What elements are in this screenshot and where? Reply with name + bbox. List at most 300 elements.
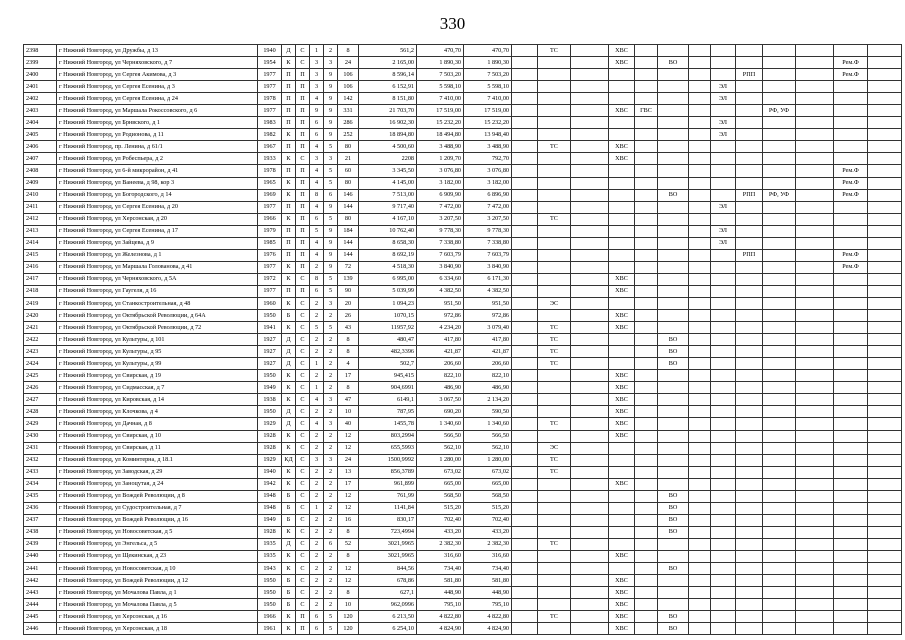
table-cell	[796, 623, 834, 635]
table-cell: 2	[324, 575, 338, 587]
table-cell: 8 658,30	[359, 237, 417, 249]
table-cell: 2429	[24, 418, 57, 430]
table-cell	[796, 93, 834, 105]
table-cell	[796, 57, 834, 69]
table-cell: 2406	[24, 141, 57, 153]
table-cell: 20	[338, 297, 359, 309]
table-cell: 12	[338, 442, 359, 454]
table-cell: ХВС	[609, 153, 635, 165]
table-cell: 3 840,90	[417, 261, 464, 273]
table-cell: 3	[310, 81, 324, 93]
table-cell: 146	[338, 189, 359, 201]
table-cell	[635, 273, 658, 285]
table-cell: 568,50	[464, 490, 512, 502]
table-cell: 2	[324, 430, 338, 442]
table-cell	[658, 165, 689, 177]
table-cell: 470,70	[464, 45, 512, 57]
table-cell: 8	[338, 45, 359, 57]
table-row	[24, 141, 902, 153]
table-cell	[868, 237, 902, 249]
table-cell	[635, 129, 658, 141]
table-cell: 8	[338, 587, 359, 599]
table-cell	[763, 358, 796, 370]
table-cell	[512, 502, 538, 514]
table-cell: 2	[310, 466, 324, 478]
table-cell: К	[282, 563, 296, 575]
table-cell: 962,0996	[359, 599, 417, 611]
table-row	[24, 442, 902, 454]
table-cell	[571, 249, 609, 261]
table-cell	[571, 261, 609, 273]
table-cell: 2208	[359, 153, 417, 165]
table-cell	[689, 623, 711, 635]
table-cell	[658, 105, 689, 117]
table-cell: ХВС	[609, 310, 635, 322]
table-cell	[635, 165, 658, 177]
table-cell: 1985	[258, 237, 282, 249]
table-cell	[763, 297, 796, 309]
table-cell	[711, 45, 736, 57]
table-cell	[834, 538, 868, 550]
table-cell: 433,20	[464, 526, 512, 538]
table-cell: г Нижний Новгород, ул Гаугеля, д 16	[57, 285, 258, 297]
table-cell	[571, 57, 609, 69]
table-cell	[689, 105, 711, 117]
table-cell	[512, 213, 538, 225]
table-cell: 1950	[258, 370, 282, 382]
table-cell	[571, 105, 609, 117]
table-cell: 665,00	[417, 478, 464, 490]
table-cell: 9	[324, 129, 338, 141]
table-cell: г Нижний Новгород, ул Кировская, д 14	[57, 394, 258, 406]
table-cell: ЭС	[538, 297, 571, 309]
table-cell	[658, 81, 689, 93]
table-cell	[796, 105, 834, 117]
table-cell	[689, 45, 711, 57]
table-cell	[834, 611, 868, 623]
table-cell	[763, 141, 796, 153]
table-cell: 6	[310, 117, 324, 129]
table-cell	[868, 587, 902, 599]
table-cell: 1948	[258, 490, 282, 502]
table-cell	[609, 81, 635, 93]
table-cell: г Нижний Новгород, ул Щекинская, д 23	[57, 550, 258, 562]
table-cell	[711, 141, 736, 153]
table-cell	[736, 599, 763, 611]
table-cell: ТС	[538, 418, 571, 430]
table-cell	[763, 382, 796, 394]
table-cell	[736, 478, 763, 490]
table-cell	[635, 550, 658, 562]
table-cell: 2	[310, 599, 324, 611]
table-cell	[763, 466, 796, 478]
table-cell: ХВС	[609, 587, 635, 599]
table-cell	[796, 346, 834, 358]
table-cell	[658, 550, 689, 562]
table-cell: 3 488,90	[464, 141, 512, 153]
table-cell	[711, 563, 736, 575]
table-cell: 795,10	[417, 599, 464, 611]
table-cell: 9 778,30	[417, 225, 464, 237]
table-cell	[571, 623, 609, 635]
table-cell: К	[282, 297, 296, 309]
table-cell: ХВС	[609, 478, 635, 490]
table-cell: 1 890,30	[417, 57, 464, 69]
table-cell	[711, 370, 736, 382]
table-cell: 184	[338, 225, 359, 237]
table-cell: 12	[338, 490, 359, 502]
table-cell: 627,1	[359, 587, 417, 599]
table-cell: С	[296, 599, 310, 611]
table-cell: 2416	[24, 261, 57, 273]
table-cell: Д	[282, 406, 296, 418]
table-cell: 4 822,80	[417, 611, 464, 623]
table-cell: 1 340,60	[464, 418, 512, 430]
table-cell: ЭЛ	[711, 201, 736, 213]
table-row	[24, 478, 902, 490]
table-cell	[711, 358, 736, 370]
table-cell: 6 896,90	[464, 189, 512, 201]
table-cell	[834, 153, 868, 165]
table-cell	[512, 310, 538, 322]
table-cell: ТС	[538, 466, 571, 478]
table-cell	[571, 165, 609, 177]
table-cell: 2413	[24, 225, 57, 237]
table-cell	[796, 225, 834, 237]
table-cell: 3	[324, 454, 338, 466]
table-cell	[763, 201, 796, 213]
table-cell: 4 822,80	[464, 611, 512, 623]
table-cell: 1	[310, 502, 324, 514]
table-cell	[711, 189, 736, 201]
table-cell: 206,60	[417, 358, 464, 370]
table-cell: Б	[282, 490, 296, 502]
table-cell	[538, 478, 571, 490]
table-cell	[512, 370, 538, 382]
table-cell	[609, 189, 635, 201]
table-cell: 1 340,60	[417, 418, 464, 430]
table-cell: П	[282, 117, 296, 129]
table-cell: г Нижний Новгород, пр. Ленина, д 61/1	[57, 141, 258, 153]
table-cell	[711, 261, 736, 273]
table-cell	[571, 587, 609, 599]
table-cell	[868, 225, 902, 237]
table-cell: 2	[310, 490, 324, 502]
table-cell	[689, 153, 711, 165]
table-cell: 2	[324, 502, 338, 514]
table-cell: 17 519,00	[464, 105, 512, 117]
table-cell: 951,50	[464, 297, 512, 309]
table-cell: 2399	[24, 57, 57, 69]
table-cell: 2422	[24, 334, 57, 346]
table-cell	[512, 346, 538, 358]
table-cell: 18 494,80	[417, 129, 464, 141]
table-cell: 1969	[258, 189, 282, 201]
table-cell	[736, 538, 763, 550]
table-cell	[763, 57, 796, 69]
table-cell: 1070,15	[359, 310, 417, 322]
table-cell: 3	[324, 153, 338, 165]
table-cell: г Нижний Новгород, ул Станкостроительная, д 48	[57, 297, 258, 309]
table-cell: 2439	[24, 538, 57, 550]
table-cell: П	[296, 249, 310, 261]
table-cell: г Нижний Новгород, ул Вождей Революции, д 16	[57, 514, 258, 526]
table-cell	[689, 81, 711, 93]
table-cell: ХВС	[609, 285, 635, 297]
table-cell	[538, 273, 571, 285]
table-cell: С	[296, 550, 310, 562]
table-cell	[512, 225, 538, 237]
table-cell	[512, 394, 538, 406]
table-cell: К	[282, 177, 296, 189]
table-cell: 1978	[258, 93, 282, 105]
table-cell: ВО	[658, 514, 689, 526]
table-cell	[658, 599, 689, 611]
table-cell	[689, 334, 711, 346]
table-cell: 1961	[258, 623, 282, 635]
table-cell	[736, 394, 763, 406]
table-cell	[658, 129, 689, 141]
table-cell: г Нижний Новгород, ул Сергея Есенина, д 17	[57, 225, 258, 237]
table-cell: 316,60	[464, 550, 512, 562]
table-cell: 1949	[258, 514, 282, 526]
table-cell	[868, 105, 902, 117]
table-cell: 3 345,50	[359, 165, 417, 177]
table-cell	[512, 57, 538, 69]
table-cell: 581,80	[464, 575, 512, 587]
table-cell	[711, 213, 736, 225]
table-cell	[834, 93, 868, 105]
table-cell	[538, 526, 571, 538]
table-cell: 2435	[24, 490, 57, 502]
table-cell	[538, 310, 571, 322]
table-cell	[658, 237, 689, 249]
table-cell: 1979	[258, 225, 282, 237]
table-cell	[736, 430, 763, 442]
table-cell: г Нижний Новгород, ул Сидмасская, д 7	[57, 382, 258, 394]
table-cell	[658, 587, 689, 599]
table-cell	[711, 514, 736, 526]
table-cell	[834, 623, 868, 635]
table-cell	[711, 430, 736, 442]
table-cell	[834, 575, 868, 587]
table-cell: Рем.Ф	[834, 189, 868, 201]
table-cell: 12	[338, 502, 359, 514]
table-row	[24, 297, 902, 309]
table-cell: 4	[310, 165, 324, 177]
table-cell: 1978	[258, 165, 282, 177]
table-cell	[571, 297, 609, 309]
table-cell	[689, 177, 711, 189]
table-cell: 10	[338, 599, 359, 611]
table-cell: 2	[310, 310, 324, 322]
table-cell: 2 382,30	[417, 538, 464, 550]
table-cell	[711, 442, 736, 454]
table-cell	[689, 358, 711, 370]
table-cell	[736, 45, 763, 57]
table-cell	[635, 358, 658, 370]
table-cell: ТС	[538, 611, 571, 623]
table-cell: 2415	[24, 249, 57, 261]
table-cell	[711, 611, 736, 623]
table-cell	[658, 310, 689, 322]
table-cell: 448,90	[417, 587, 464, 599]
table-cell: ВО	[658, 346, 689, 358]
table-cell	[571, 346, 609, 358]
table-cell: 787,95	[359, 406, 417, 418]
table-cell	[834, 587, 868, 599]
table-cell	[763, 563, 796, 575]
table-cell: 1967	[258, 141, 282, 153]
table-cell	[571, 201, 609, 213]
table-cell: 2445	[24, 611, 57, 623]
table-cell: г Нижний Новгород, ул Зайцева, д 9	[57, 237, 258, 249]
table-cell	[868, 406, 902, 418]
table-cell: К	[282, 213, 296, 225]
table-cell	[635, 394, 658, 406]
table-cell: 3	[324, 297, 338, 309]
table-cell: 24	[338, 57, 359, 69]
table-cell	[868, 442, 902, 454]
table-cell: 4 234,20	[417, 322, 464, 334]
table-cell: Д	[282, 418, 296, 430]
table-cell: 482,3396	[359, 346, 417, 358]
table-row	[24, 550, 902, 562]
table-cell	[834, 550, 868, 562]
table-cell: 13	[338, 466, 359, 478]
table-cell: С	[296, 346, 310, 358]
table-cell: 26	[338, 310, 359, 322]
table-cell	[834, 526, 868, 538]
table-cell: К	[282, 526, 296, 538]
table-cell: ХВС	[609, 406, 635, 418]
table-cell: К	[282, 273, 296, 285]
table-cell	[609, 69, 635, 81]
table-cell	[711, 249, 736, 261]
table-cell: С	[296, 370, 310, 382]
table-cell: 7 410,00	[417, 93, 464, 105]
table-cell	[658, 575, 689, 587]
table-cell	[868, 57, 902, 69]
table-cell: КД	[282, 454, 296, 466]
table-cell: 7 513,00	[359, 189, 417, 201]
table-cell	[736, 310, 763, 322]
table-cell: С	[296, 514, 310, 526]
table-row	[24, 406, 902, 418]
table-cell: ТС	[538, 334, 571, 346]
table-cell	[763, 611, 796, 623]
table-cell	[538, 81, 571, 93]
table-cell	[538, 370, 571, 382]
table-cell	[512, 237, 538, 249]
table-cell	[736, 575, 763, 587]
table-cell	[868, 177, 902, 189]
table-row	[24, 563, 902, 575]
table-cell	[571, 285, 609, 297]
table-cell	[736, 165, 763, 177]
table-cell: С	[296, 273, 310, 285]
table-cell: 5	[324, 273, 338, 285]
table-cell: 47	[338, 394, 359, 406]
table-cell: 2421	[24, 322, 57, 334]
table-cell	[609, 249, 635, 261]
table-cell: 417,80	[464, 334, 512, 346]
table-cell	[512, 165, 538, 177]
table-cell	[538, 237, 571, 249]
table-cell	[711, 623, 736, 635]
table-cell: 7 603,79	[417, 249, 464, 261]
table-cell	[635, 587, 658, 599]
table-cell	[796, 201, 834, 213]
table-cell: ТС	[538, 346, 571, 358]
table-cell: 2420	[24, 310, 57, 322]
table-cell	[635, 117, 658, 129]
table-cell: 417,80	[417, 334, 464, 346]
table-cell	[538, 69, 571, 81]
table-cell	[868, 430, 902, 442]
table-cell	[796, 454, 834, 466]
table-cell: 2	[310, 550, 324, 562]
table-cell: 4 167,10	[359, 213, 417, 225]
table-cell: 562,10	[464, 442, 512, 454]
table-cell: П	[296, 611, 310, 623]
table-cell	[763, 177, 796, 189]
table-cell: г Нижний Новгород, ул Вождей Революции, д 12	[57, 575, 258, 587]
table-cell	[658, 406, 689, 418]
table-cell	[711, 310, 736, 322]
table-cell: 2	[324, 514, 338, 526]
table-cell	[763, 310, 796, 322]
table-cell: К	[282, 382, 296, 394]
table-cell	[868, 117, 902, 129]
table-cell: г Нижний Новгород, ул Вождей Революции, д 8	[57, 490, 258, 502]
table-cell: 5	[310, 322, 324, 334]
table-cell: ХВС	[609, 394, 635, 406]
table-cell: 3 079,40	[464, 322, 512, 334]
table-cell	[635, 599, 658, 611]
table-cell: 10	[338, 406, 359, 418]
table-cell	[658, 466, 689, 478]
table-cell: 421,87	[464, 346, 512, 358]
table-cell	[796, 237, 834, 249]
table-cell: С	[296, 490, 310, 502]
table-cell	[711, 394, 736, 406]
table-cell	[736, 526, 763, 538]
table-cell: С	[296, 310, 310, 322]
table-cell: 2 382,30	[464, 538, 512, 550]
table-cell	[868, 370, 902, 382]
table-cell: 4 500,60	[359, 141, 417, 153]
table-cell: РПП	[736, 189, 763, 201]
table-cell: ЭЛ	[711, 237, 736, 249]
table-cell: 144	[338, 201, 359, 213]
table-cell	[834, 117, 868, 129]
table-cell	[609, 117, 635, 129]
table-cell: 6 995,00	[359, 273, 417, 285]
table-cell	[796, 466, 834, 478]
table-cell: 8	[310, 273, 324, 285]
table-cell: П	[296, 177, 310, 189]
table-cell: ЭЛ	[711, 129, 736, 141]
table-row	[24, 93, 902, 105]
table-cell: г Нижний Новгород, ул Ванеева, д 98, кор 3	[57, 177, 258, 189]
table-cell: 6 152,91	[359, 81, 417, 93]
table-cell	[689, 466, 711, 478]
table-cell	[609, 129, 635, 141]
table-cell	[635, 478, 658, 490]
table-cell: 3 076,80	[417, 165, 464, 177]
table-cell: 6 254,10	[359, 623, 417, 635]
